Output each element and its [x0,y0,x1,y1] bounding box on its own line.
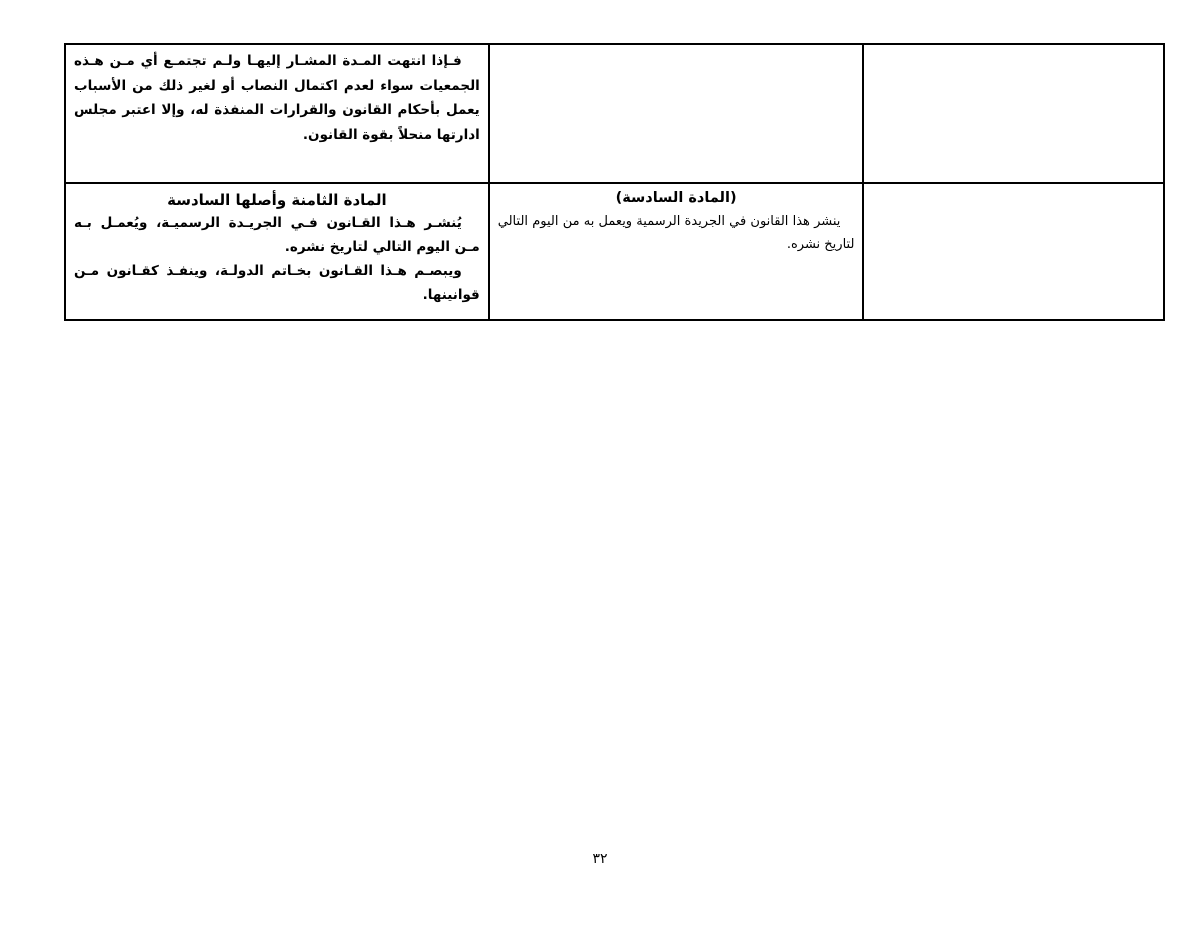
article-heading: (المادة السادسة) [615,190,737,206]
notes-cell [863,44,1164,183]
article-paragraph: ويبصـم هـذا القـانون بخـاتم الدولـة، وينفـذ كقـانون مـن قوانينها. [74,263,480,303]
amended-text-cell [65,183,489,320]
amended-text-cell [65,44,489,183]
table-row [65,44,1164,183]
page-number: ٣٢ [592,851,608,867]
table-row [65,183,1164,320]
original-text-cell [489,183,864,320]
amended-paragraph: فـإذا انتهت المـدة المشـار إليهـا ولـم تجتمـع أي مـن هـذه الجمعيات سواء لعدم اكتمال النصاب أو لغير ذلك من الأسباب يعمل بأحكام القانون والقرارات المنفذة له، وإلا اعتبر مجلس ادارتها منحلاً بقوة القانون. [74,53,480,143]
comparison-table [64,43,1165,321]
article-paragraph: ينشر هذا القانون في الجريدة الرسمية ويعمل به من اليوم التالي لتاريخ نشره. [497,214,855,252]
article-paragraph: يُنشـر هـذا القـانون فـي الجريـدة الرسميـة، ويُعمـل بـه مـن اليوم التالي لتاريخ نشره. [74,215,480,255]
article-heading: المادة الثامنة وأصلها السادسة [167,191,387,209]
notes-cell [863,183,1164,320]
original-text-cell [489,44,864,183]
